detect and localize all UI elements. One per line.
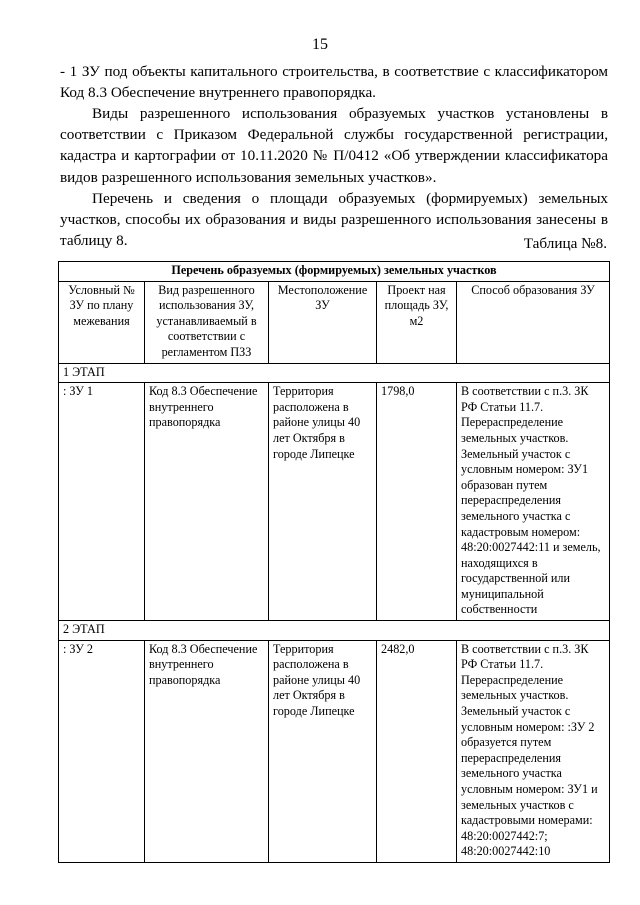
header-formation-method: Способ образования ЗУ [457, 281, 610, 363]
area: 2482,0 [377, 640, 457, 862]
plot-number: : ЗУ 1 [59, 383, 145, 621]
land-plots-table [58, 261, 610, 863]
paragraph-zu-purpose: - 1 ЗУ под объекты капитального строительства, в соответствие с классификатором Код 8.3 Обеспечение внутреннего правопорядка. [60, 63, 608, 102]
stage-label: 1 ЭТАП [59, 363, 610, 383]
header-area: Проект ная площадь ЗУ, м2 [377, 281, 457, 363]
formation-method: В соответствии с п.3. ЗК РФ Статьи 11.7. Перераспределение земельных участков. Земельный участок с условным номером: :ЗУ 2 образуется путем перераспределения земельного участка условным номером: ЗУ1 и земельных участков с кадастровыми номерами: 48:20:0027442:7; 48:20:0027442:10 [457, 640, 610, 862]
table-caption: Таблица №8. [523, 235, 607, 252]
table-title: Перечень образуемых (формируемых) земельных участков [59, 262, 610, 282]
formation-method: В соответствии с п.3. ЗК РФ Статьи 11.7. Перераспределение земельных участков. Земельный участок с условным номером: ЗУ1 образован путем перераспределения земельного участка с кадастровым номером: 48:20:0027442:11 и земель, находящихся в государственной или муниципальной собственности [457, 383, 610, 621]
page-number: 15 [312, 36, 328, 53]
area: 1798,0 [377, 383, 457, 621]
permitted-use: Код 8.3 Обеспечение внутреннего правопорядка [145, 383, 269, 621]
table-title-row [59, 262, 610, 282]
table-row [59, 640, 610, 862]
stage-label: 2 ЭТАП [59, 621, 610, 641]
stage-row [59, 363, 610, 383]
stage-row [59, 621, 610, 641]
plot-number: : ЗУ 2 [59, 640, 145, 862]
header-permitted-use: Вид разрешенного использования ЗУ, устанавливаемый в соответствии с регламентом ПЗЗ [145, 281, 269, 363]
paragraph-table-reference: Перечень и сведения о площади образуемых (формируемых) земельных участков, способы их образования и виды разрешенного использования занесены в таблицу 8. [60, 190, 608, 250]
permitted-use: Код 8.3 Обеспечение внутреннего правопорядка [145, 640, 269, 862]
header-location: Местоположение ЗУ [269, 281, 377, 363]
header-plot-number: Условный № ЗУ по плану межевания [59, 281, 145, 363]
paragraph-permitted-use: Виды разрешенного использования образуемых участков установлены в соответствии с Приказом Федеральной службы государственной регистрации, кадастра и картографии от 10.11.2020 № П/0412 «Об утверждении классификатора видов разрешенного использования земельных участков». [60, 105, 608, 186]
table-header-row [59, 281, 610, 363]
location: Территория расположена в районе улицы 40 лет Октября в городе Липецке [269, 383, 377, 621]
table-row [59, 383, 610, 621]
location: Территория расположена в районе улицы 40 лет Октября в городе Липецке [269, 640, 377, 862]
